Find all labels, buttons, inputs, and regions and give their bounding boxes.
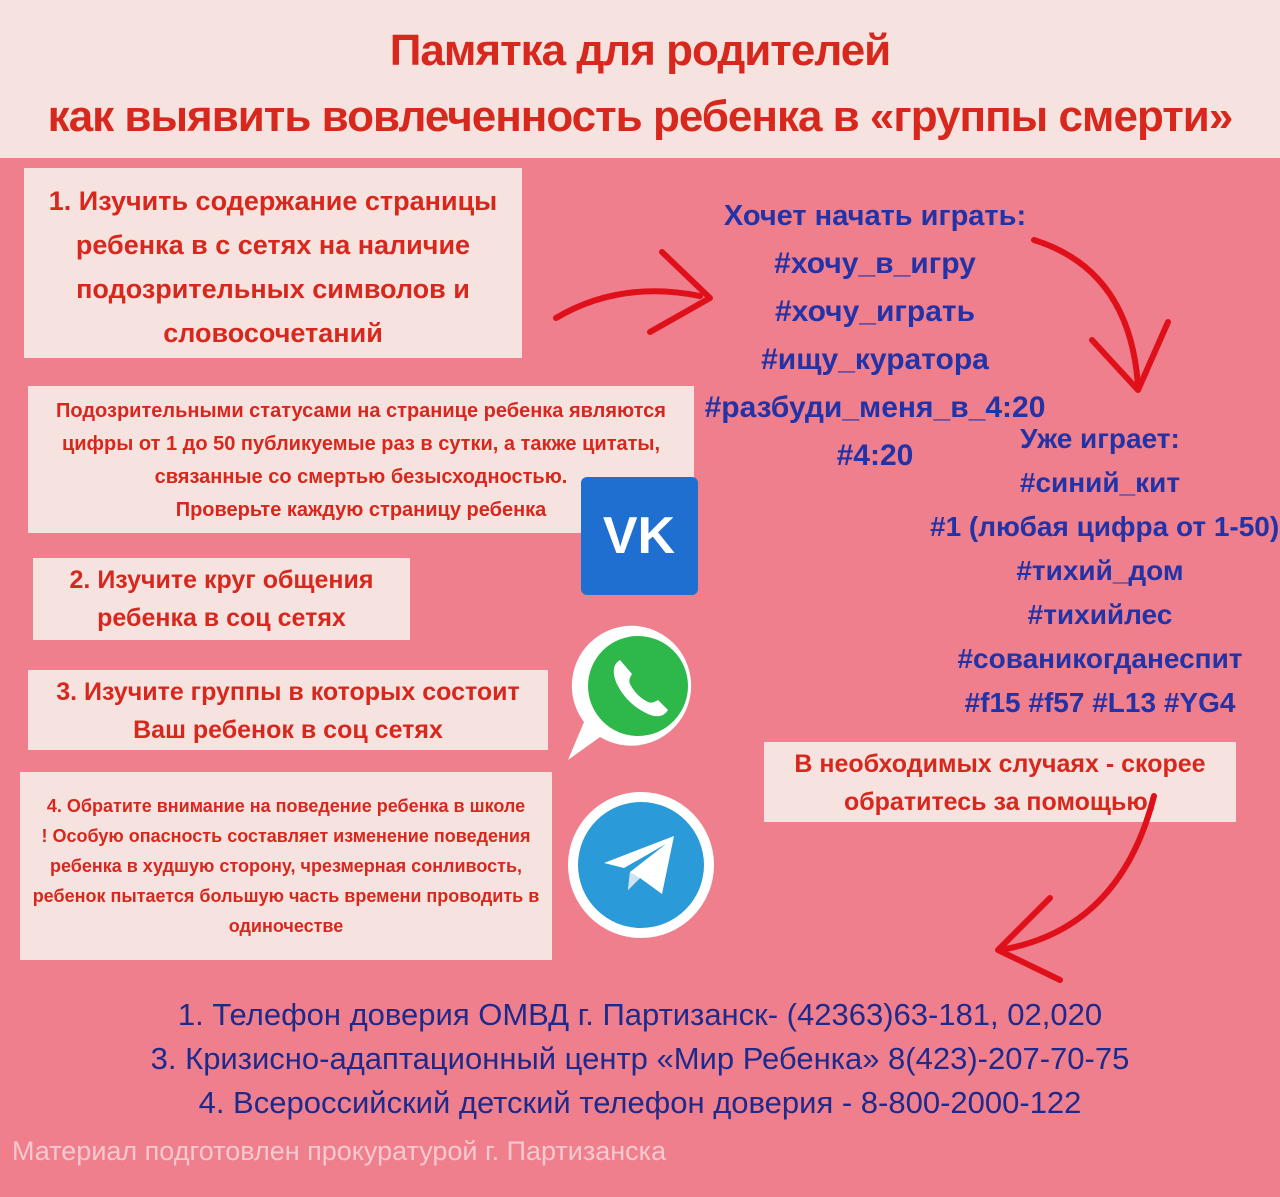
footer-credit: Материал подготовлен прокуратурой г. Партизанска: [12, 1136, 667, 1166]
step4-line: ! Особую опасность составляет изменение поведения: [41, 826, 531, 846]
step3-line: 3. Изучите группы в которых состоит: [56, 678, 520, 706]
step4-line: ребенок пытается большую часть времени проводить в: [32, 886, 540, 906]
page-title: Памятка для родителей: [389, 26, 891, 75]
help-line: В необходимых случаях - скорее: [794, 750, 1206, 778]
step4-line: одиночестве: [228, 916, 344, 936]
hashtag: #сованикогданеспит: [957, 643, 1243, 674]
contact-item: 4. Всероссийский детский телефон доверия - 8-800-2000-122: [198, 1085, 1082, 1120]
step3-line: Ваш ребенок в соц сетях: [133, 716, 443, 744]
already-playing-title: Уже играет:: [1020, 423, 1180, 454]
contacts-list: [0, 993, 1280, 1125]
contact-item: 3. Кризисно-адаптационный центр «Мир Ребенка» 8(423)-207-70-75: [150, 1041, 1130, 1076]
wants-to-play-title: Хочет начать играть:: [723, 200, 1027, 232]
step4-line: 4. Обратите внимание на поведение ребенка в школе: [46, 796, 526, 816]
note-line: Подозрительными статусами на странице ребенка являются: [56, 400, 666, 422]
step4-line: ребенка в худшую сторону, чрезмерная сонливость,: [49, 856, 523, 876]
note-line: цифры от 1 до 50 публикуемые раз в сутки, а также цитаты,: [61, 433, 661, 455]
hashtag: #хочу_играть: [774, 295, 976, 328]
hashtag: #1 (любая цифра от 1-50): [930, 511, 1280, 542]
help-line: обратитесь за помощью:: [843, 788, 1157, 816]
step1-line: словосочетаний: [163, 318, 383, 348]
step1-line: ребенка в с сетях на наличие: [75, 230, 471, 260]
note-line: Проверьте каждую страницу ребенка: [175, 499, 547, 521]
page-subtitle: как выявить вовлеченность ребенка в «группы смерти»: [47, 92, 1233, 141]
hashtag: #ищу_куратора: [761, 343, 989, 376]
arrow-to-playing: [1034, 240, 1138, 386]
hashtag: #тихий_дом: [1016, 555, 1184, 586]
hashtag: #разбуди_меня_в_4:20: [704, 391, 1046, 424]
step1-line: подозрительных символов и: [76, 274, 470, 304]
hashtag: #синий_кит: [1019, 467, 1181, 498]
hashtag: #хочу_в_игру: [774, 247, 976, 280]
hashtag: #тихийлес: [1027, 599, 1173, 630]
step2-line: 2. Изучите круг общения: [69, 566, 374, 594]
hashtag: #4:20: [836, 439, 914, 472]
arrow-to-contacts-head: [998, 898, 1060, 980]
vk-icon-label: VK: [602, 507, 676, 565]
step2-line: ребенка в соц сетях: [97, 604, 346, 632]
note-line: связанные со смертью безысходностью.: [154, 466, 568, 488]
step1-line: 1. Изучить содержание страницы: [48, 186, 498, 216]
hashtag: #f15 #f57 #L13 #YG4: [964, 687, 1236, 718]
contact-item: 1. Телефон доверия ОМВД г. Партизанск- (42363)63-181, 02,020: [177, 997, 1103, 1032]
